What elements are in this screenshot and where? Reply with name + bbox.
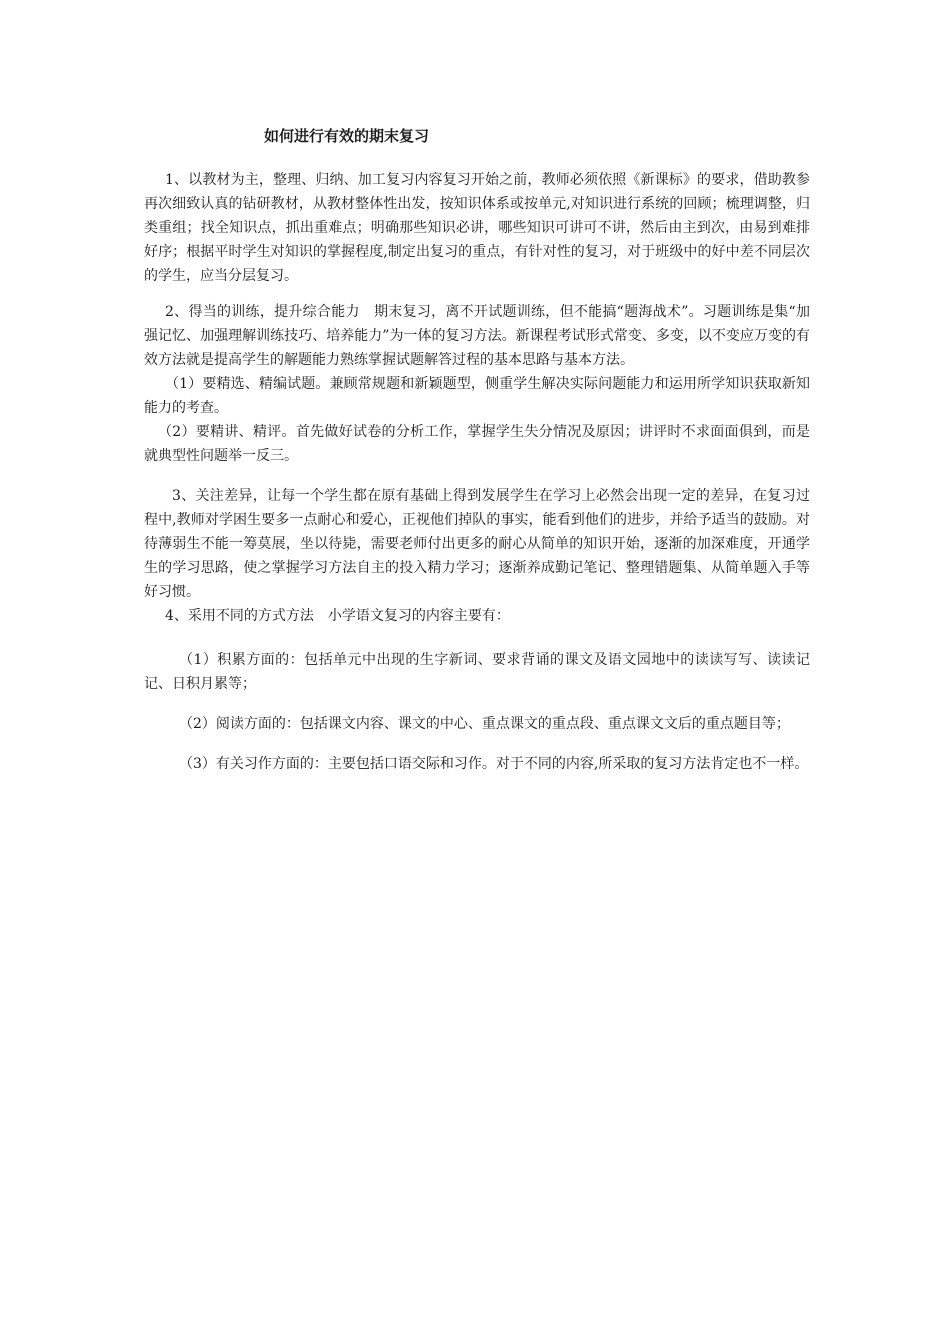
document-body bbox=[144, 168, 810, 776]
paragraph-1-textbook-review: 1、以教材为主，整理、归纳、加工复习内容复习开始之前，教师必须依照《新课标》的要求，借助教参再次细致认真的钻研教材，从教材整体性出发，按知识体系或按单元,对知识进行系统的回顾；梳理调整，归类重组；找全知识点，抓出重难点；明确那些知识必讲，哪些知识可讲可不讲，然后由主到次，由易到难排好序；根据平时学生对知识的掌握程度,制定出复习的重点，有针对性的复习，对于班级中的好中差不同层次的学生，应当分层复习。 bbox=[144, 172, 810, 284]
paragraph-4-item-1: （1）积累方面的：包括单元中出现的生字新词、要求背诵的课文及语文园地中的读读写写、读读记记、日积月累等； bbox=[144, 652, 810, 692]
document-title: 如何进行有效的期末复习 bbox=[264, 127, 430, 145]
paragraph-4-item-2: （2）阅读方面的：包括课文内容、课文的中心、重点课文的重点段、重点课文文后的重点题目等； bbox=[179, 716, 790, 732]
paragraph-4-item-3: （3）有关习作方面的：主要包括口语交际和习作。对于不同的内容,所采取的复习方法肯定也不一样。 bbox=[179, 756, 809, 772]
paragraph-4-methods: 4、采用不同的方式方法 小学语文复习的内容主要有： bbox=[165, 608, 510, 624]
paragraph-3-differences: 3、关注差异，让每一个学生都在原有基础上得到发展学生在学习上必然会出现一定的差异，在复习过程中,教师对学困生要多一点耐心和爱心，正视他们掉队的事实，能看到他们的进步，并给予适当的鼓励。对待薄弱生不能一筹莫展，坐以待毙，需要老师付出更多的耐心从简单的知识开始，逐渐的加深难度，开通学生的学习思路，使之掌握学习方法自主的投入精力学习；逐渐养成勤记笔记、整理错题集、从简单题入手等好习惯。 bbox=[144, 488, 810, 600]
paragraph-2-item-1: （1）要精选、精编试题。兼顾常规题和新颖题型，侧重学生解决实际问题能力和运用所学知识获取新知能力的考查。 bbox=[144, 376, 810, 416]
paragraph-2-training: 2、得当的训练，提升综合能力 期末复习，离不开试题训练，但不能搞“题海战术”。习题训练是集“加强记忆、加强理解训练技巧、培养能力”为一体的复习方法。新课程考试形式常变、多变，以不变应万变的有效方法就是提高学生的解题能力熟练掌握试题解答过程的基本思路与基本方法。 bbox=[144, 304, 810, 368]
paragraph-2-item-2: （2）要精讲、精评。首先做好试卷的分析工作，掌握学生失分情况及原因；讲评时不求面面俱到，而是就典型性问题举一反三。 bbox=[144, 424, 810, 464]
